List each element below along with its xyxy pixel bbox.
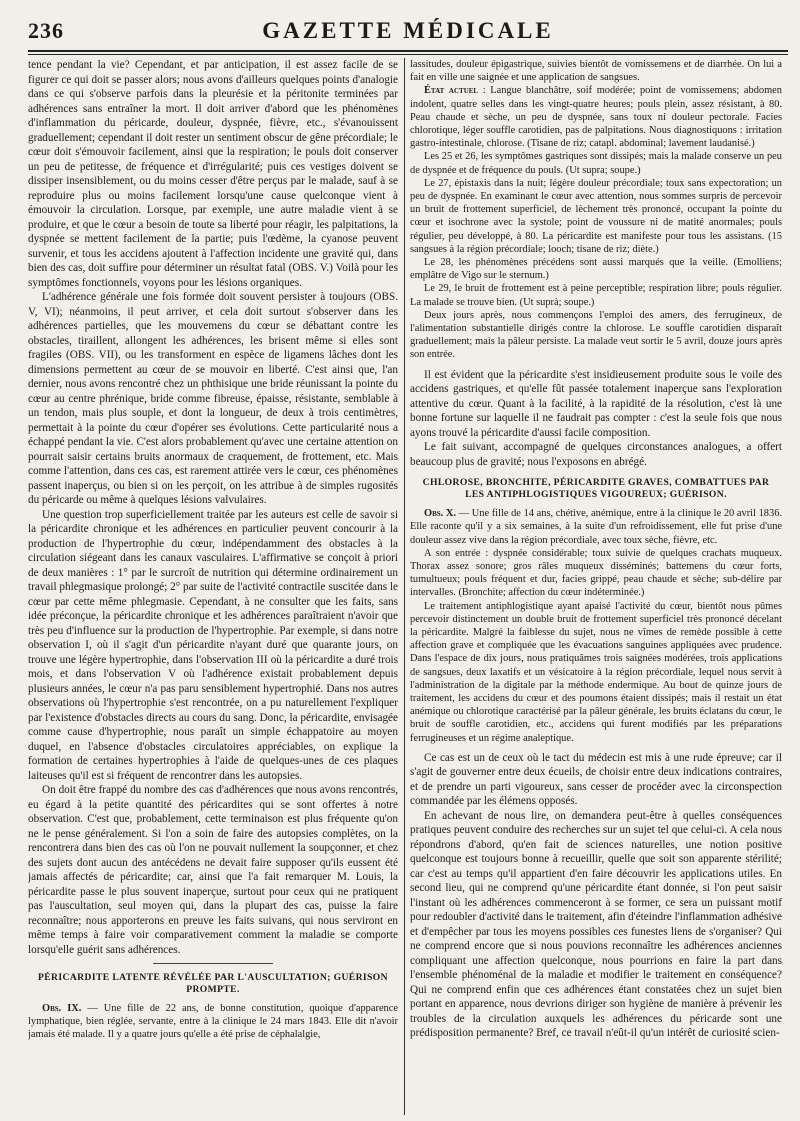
paragraph: Le fait suivant, accompagné de quelques circonstances analogues, a offert beaucoup plus de gravité; nous l'exposons en abrégé. xyxy=(410,441,782,468)
paragraph: lassitudes, douleur épigastrique, suivies bientôt de vomissemens et de diarrhée. On lui a fait en ville une saignée et une application de sangsues. xyxy=(410,59,782,84)
paragraph: Ce cas est un de ceux où le tact du médecin est mis à une rude épreuve; car il s'agit de gouverner entre deux écueils, de choisir entre deux indications contraires, et de prendre un parti vigoureux, sans cesser de procéder avec la circonspection commandée par les élémens opposés. xyxy=(410,751,782,808)
paragraph: Deux jours après, nous commençons l'emploi des amers, des ferrugineux, de l'alimentation substantielle dirigés contre la chlorose. Le souffle carotidien disparaît graduellement; mais la pâleur persiste. La malade veut sortir le 5 avril, douze jours après son entrée. xyxy=(410,309,782,361)
observation-paragraph xyxy=(410,507,782,547)
page-number: 236 xyxy=(28,18,64,43)
observation-paragraph xyxy=(410,84,782,150)
observation-paragraph xyxy=(28,1002,398,1042)
section-divider xyxy=(153,963,273,964)
paragraph: Une question trop superficiellement traitée par les auteurs est celle de savoir si la péricardite chronique et les adhérences en particulier peuvent concourir à la production de l'hypertrophie du cœur, indépendamment des obstacles à la circulation siégeant dans les canaux vasculaires. L'affirmative se conçoit à priori de deux manières : 1° par le surcroît de nutrition qui détermine ordinairement un travail phlegmasique prolongé; 2° par suite de l'activité contractile suscitée dans le cœur par cette même phlegmasie. Cependant, à ne consulter que les faits, sans idée préconçue, la péricardite chronique et les adhérences paraîtraient n'avoir que très peu d'influence sur la production de l'hypertrophie. Par exemple, si dans notre observation I, où il s'agit d'un péricardite n'ayant duré que quarante jours, on trouve une légère hypertrophie, dans l'observation III où la péricardite a duré trois mois, et dans l'observation V où l'adhérence existait probablement depuis plusieurs années, le cœur n'a pas paru sensiblement hypertrophié. Dans nos autres observations où l'hypertrophie s'est rencontrée, on a pu naturellement l'expliquer par l'existence d'obstacles directs au cours du sang. Donc, la péricardite, envisagée comme cause d'hypertrophie, nous paraît un simple échappatoire au moyen duquel, en l'absence d'obstacles circulatoires appréciables, on explique la formation de certaines hypertrophies à l'aide de quelques-unes de ces plaques laiteuses qu'il est si fréquent de rencontrer dans les autopsies. xyxy=(28,508,398,782)
paragraph: Les 25 et 26, les symptômes gastriques sont dissipés; mais la malade conserve un peu de dyspnée et de fréquence du pouls. (Ut supra; soupe.) xyxy=(410,151,782,176)
column-divider xyxy=(404,58,405,1115)
paragraph: En achevant de nous lire, on demandera peut-être à quelles conséquences pratiques peuvent conduire des recherches sur un sujet tel que celui-ci. A cela nous répondrons d'abord, qu'en fait de sciences naturelles, une notion positive quelconque est toujours bonne à recueillir, quelle que soit son apparente stérilité; car c'est au temps qu'il appartient d'en faire découvrir les applications utiles. En second lieu, qui ne comprend qu'une péricardite étant donnée, si l'on peut saisir l'instant où les adhérences commenceront à se former, ce sera un puissant motif pour redoubler d'activité dans le traitement, afin d'éteindre l'inflammation adhésive et d'empêcher par tous les moyens possibles ces funestes liens de s'organiser? Qui ne comprend encore que si nous pouvions reconnaître les adhérences anciennes compliquant une affection quelconque, nous pourrions en faire la part dans l'ensemble phénoménal de la maladie et modifier le traitement en conséquence? Qui ne comprend enfin que ces adhérences étant constatées chez un sujet bien portant en apparence, nous devrions diriger son hygiène de manière à prévenir les troubles de la circulation auxquels les adhérences du péricarde sont une prédisposition permanente? Bref, ce travail n'eût-il qu'un intérêt de curiosité scien- xyxy=(410,809,782,1040)
left-column xyxy=(28,58,398,1115)
paragraph: On doit être frappé du nombre des cas d'adhérences que nous avons rencontrés, eu égard à la petite quantité des péricardites qui se sont offertes à notre observation. C'est que, probablement, cette terminaison est plus fréquente qu'on ne le pense généralement. Si l'on a soin de faire des autopsies complètes, on la rencontrera dans bien des cas où l'on ne pouvait nullement la soupçonner, et chez des sujets dont aucun des antécédens ne devait faire supposer qu'ils eussent été jamais affectés de péricardite; car, ainsi que l'a fait remarquer M. Louis, la péricardite passe le plus souvent inaperçue, surtout pour ceux qui ne pratiquent pas l'auscultation, seul moyen qui, dans la plupart des cas, puisse la faire reconnaître; nous apporterons en preuve les faits suivans, qui nous serviront en même temps à faire voir comparativement comment la maladie se comporte lorsqu'elle guérit sans adhérences. xyxy=(28,784,398,956)
observation-text: — Une fille de 14 ans, chétive, anémique, entre à la clinique le 20 avril 1836. Elle raconte qu'il y a six semaines, à la suite d'un refroidissement, elle fut prise d'une douleur assez vive dans la région précordiale, avec toux sèche, fièvre, etc. xyxy=(410,508,782,546)
page-header xyxy=(28,18,788,48)
paragraph: Le 27, épistaxis dans la nuit; légère douleur précordiale; toux sans expectoration; un peu de dyspnée. En examinant le cœur avec attention, nous sommes surpris de percevoir un bruit de frottement superficiel, de lèchement très prononcé, occupant la pointe du cœur et isochrone avec la systole; point de voussure ni de matité anormales; pouls régulier, peu développé, à 80. La péricardite est manifeste pour tous les assistans. (15 sangsues à la région précordiale; looch; tisane de riz; diète.) xyxy=(410,177,782,255)
page-title: GAZETTE MÉDICALE xyxy=(262,18,554,43)
section-label: État actuel xyxy=(424,85,479,97)
paragraph: tence pendant la vie? Cependant, et par anticipation, il est assez facile de se figurer ce qui doit se passer alors; nous avons d'ailleurs quelques points d'analogie dans ce qui s'observe parfois dans la pleurésie et la péritonite terminées par adhérences sans entraîner la mort. Il doit arriver d'abord que les phénomènes d'inflammation du péricarde, douleur, dyspnée, fièvre, etc., s'évanouissent graduellement; cependant il doit rester un sentiment obscur de gêne précordiale; le cœur doit s'émouvoir facilement, ainsi que la respiration; le pouls doit conserver un peu de petitesse, de fréquence et d'irrégularité; puis ces vestiges doivent se dissiper insensiblement, ou du moins cesser d'être perçus par le malade, sauf à se reproduire plus ou moins facilement lorsqu'une cause quelconque vient à émouvoir la circulation. Lorsque, par exemple, une autre maladie vient à se produire, et que le cœur a besoin de toute sa liberté pour réagir, les palpitations, la dyspnée se mettent facilement de la partie; puis l'œdème, la cyanose peuvent survenir, et tous les accidens ajoutent à l'affection incidente une gravité qui, dans bien des cas, doit suffire pour déterminer un résultat fatal (OBS. V.) Voilà pour les symptômes fonctionnels, voyons pour les lésions organiques. xyxy=(28,59,398,289)
observation-text: — Une fille de 22 ans, de bonne constitution, quoique d'apparence lymphatique, bien réglée, servante, entre à la clinique le 24 mars 1843. Elle dit n'avoir jamais été malade. Il y a quatre jours qu'elle a été prise de céphalalgie, xyxy=(28,1003,398,1041)
paragraph-text: : Langue blanchâtre, soif modérée; point de vomissemens; abdomen indolent, quatre selles dans les vingt-quatre heures; pouls plein, assez résistant, à 80. Peau chaude et sèche, un peu de dyspnée, sans toux ni douleur pectorale. Facies chlorotique, léger souffle carotidien, pas de palpitations. Nous diagnostiquons : irritation gastro-intestinale, chlorose. (Tisane de riz; catapl. abdominal; lavement laudanisé.) xyxy=(410,85,782,150)
paragraph: L'adhérence générale une fois formée doit souvent persister à toujours (OBS. V, VI); néanmoins, il peut arriver, et cela doit surtout s'observer dans les adhérences partielles, que les mouvemens du cœur se débattant contre les obstacles, tiraillent, allongent les adhérences, les brisent même si elles sont fragiles (OBS. VII), ou les transforment en espèce de ligamens lâches dont les dimensions permettent au cœur de se mouvoir en liberté. C'est ainsi que, l'an dernier, nous avons rencontré chez un phthisique une bride réunissant la pointe du cœur au centre phrénique, bride comme fibreuse, épaisse, résistante, semblable à un tendon, mais plus souple, et dont la longueur, de deux à trois centimètres, permettait à la pointe du cœur d'opérer ses évolutions. Cette particularité nous a échappé pendant la vie. C'est alors probablement qu'avec une certaine attention on pourrait saisir certains bruits anormaux de craquement, de frottement, etc. Mais comme l'attention, dans ces cas, est rarement attirée vers le cœur, ces phénomènes passent inaperçus, ou bien si on les perçoit, on les attribue à de simples rugosités du péricarde ou même à quelques lésions valvulaires. xyxy=(28,291,398,506)
header-rule xyxy=(28,50,788,52)
paragraph: Le 29, le bruit de frottement est à peine perceptible; respiration libre; pouls régulier. La malade se trouve bien. (Ut suprà; soupe.) xyxy=(410,283,782,308)
paragraph: A son entrée : dyspnée considérable; toux suivie de quelques crachats muqueux. Thorax assez sonore; gros râles muqueux disséminés; battemens du cœur forts, tumultueux; pouls fréquent et dur, facies grippé, peau chaude et sèche; sub-délire par intervalles. (Bronchite; affection du cœur indéterminée.) xyxy=(410,547,782,599)
paragraph: Il est évident que la péricardite s'est insidieusement produite sous le voile des accidens gastriques, et qu'elle fût passée totalement inaperçue sans l'exploration attentive du cœur. Quant à la facilité, à la rapidité de la résolution, c'est là une bonne fortune sur laquelle il ne faudrait pas compter : c'est la seule fois que nous ayons trouvé la péricardite d'aussi facile composition. xyxy=(410,368,782,439)
observation-label: Obs. IX. xyxy=(42,1003,82,1014)
observation-label: Obs. X. xyxy=(424,508,457,520)
header-rule-thin xyxy=(28,54,788,55)
section-heading: PÉRICARDITE LATENTE RÉVÉLÉE PAR L'AUSCULTATION; GUÉRISON PROMPTE. xyxy=(38,972,388,995)
section-heading: CHLOROSE, BRONCHITE, PÉRICARDITE GRAVES, COMBATTUES PAR LES ANTIPHLOGISTIQUES VIGOUREUX; GUÉRISON. xyxy=(422,477,770,501)
paragraph: Le traitement antiphlogistique ayant apaisé l'activité du cœur, bientôt nous pûmes percevoir distinctement un double bruit de frottement superficiel très prononcé décelant la péricardite. Malgré la faiblesse du sujet, nous ne vîmes de remède possible à cette affection grave et compliquée que les évacuations sanguines appliquées avec prudence. Dans l'espace de dix jours, nous pratiquâmes trois saignées modérées, trois applications de sangsues, deux laxatifs et un vésicatoire à la région précordiale, lequel nous servit à l'administration de la digitale par la méthode endermique. Au bout de quinze jours de traitement, les accidens du cœur et des poumons étaient dissipés; mais il restait un état anémique ou chlorotique caractérisé par la pâleur générale, les bruits éclatans du cœur, le bruit de souffle carotidien, etc., accidens qui furent modifiés par les préparations ferrugineuses et un régime analeptique. xyxy=(410,600,782,744)
right-column xyxy=(410,58,782,1115)
paragraph: Le 28, les phénomènes précédens sont aussi marqués que la veille. (Emolliens; emplâtre de Vigo sur le sternum.) xyxy=(410,257,782,282)
